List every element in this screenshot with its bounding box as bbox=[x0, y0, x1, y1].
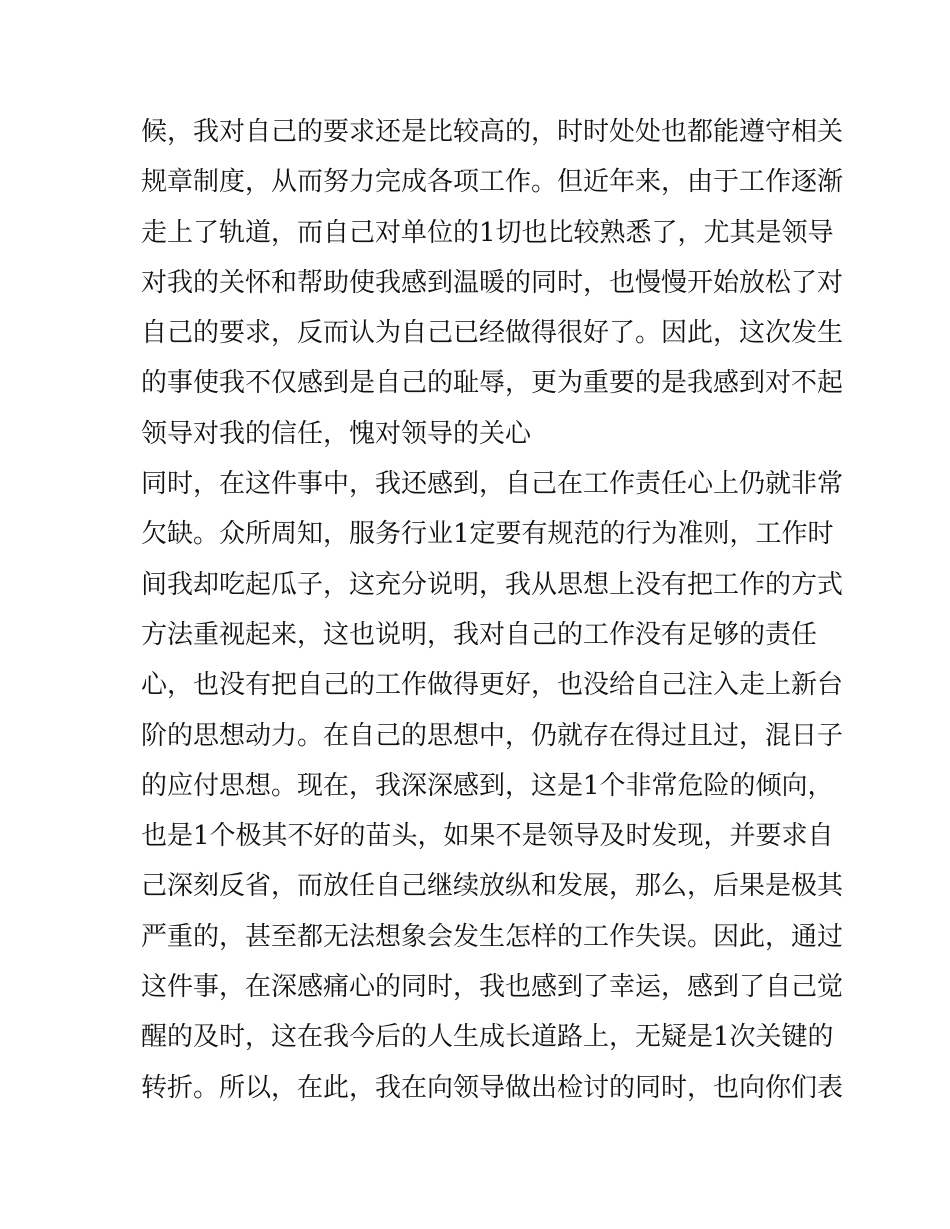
text-line: 醒的及时，这在我今后的人生成长道路上，无疑是1次关键的 bbox=[141, 1022, 834, 1053]
text-line: 走上了轨道，而自己对单位的1切也比较熟悉了，尤其是领导 bbox=[141, 217, 834, 248]
text-line: 心，也没有把自己的工作做得更好，也没给自己注入走上新台 bbox=[141, 670, 844, 701]
text-line: 候，我对自己的要求还是比较高的，时时处处也都能遵守相关 bbox=[141, 117, 844, 147]
text-line: 同时，在这件事中，我还感到，自己在工作责任心上仍就非常 bbox=[141, 469, 844, 500]
text-line: 自己的要求，反而认为自己已经做得很好了。因此，这次发生 bbox=[141, 318, 844, 349]
text-line: 方法重视起来，这也说明，我对自己的工作没有足够的责任 bbox=[141, 619, 818, 650]
text-line: 领导对我的信任，愧对领导的关心 bbox=[141, 418, 532, 449]
text-line: 转折。所以，在此，我在向领导做出检讨的同时，也向你们表 bbox=[141, 1072, 844, 1103]
text-line: 也是1个极其不好的苗头，如果不是领导及时发现，并要求自 bbox=[141, 821, 834, 852]
text-line: 己深刻反省，而放任自己继续放纵和发展，那么，后果是极其 bbox=[141, 871, 844, 902]
text-line: 欠缺。众所周知，服务行业1定要有规范的行为准则，工作时 bbox=[141, 519, 834, 550]
text-line: 严重的，甚至都无法想象会发生怎样的工作失误。因此，通过 bbox=[141, 921, 844, 952]
text-line: 的事使我不仅感到是自己的耻辱，更为重要的是我感到对不起 bbox=[141, 368, 844, 399]
text-line: 规章制度，从而努力完成各项工作。但近年来，由于工作逐渐 bbox=[141, 167, 844, 198]
text-line: 对我的关怀和帮助使我感到温暖的同时，也慢慢开始放松了对 bbox=[141, 267, 844, 298]
text-line: 间我却吃起瓜子，这充分说明，我从思想上没有把工作的方式 bbox=[141, 569, 844, 600]
text-line: 的应付思想。现在，我深深感到，这是1个非常危险的倾向， bbox=[141, 770, 834, 801]
document-body bbox=[141, 107, 844, 1113]
text-line: 这件事，在深感痛心的同时，我也感到了幸运，感到了自己觉 bbox=[141, 972, 844, 1003]
text-line: 阶的思想动力。在自己的思想中，仍就存在得过且过，混日子 bbox=[141, 720, 844, 751]
